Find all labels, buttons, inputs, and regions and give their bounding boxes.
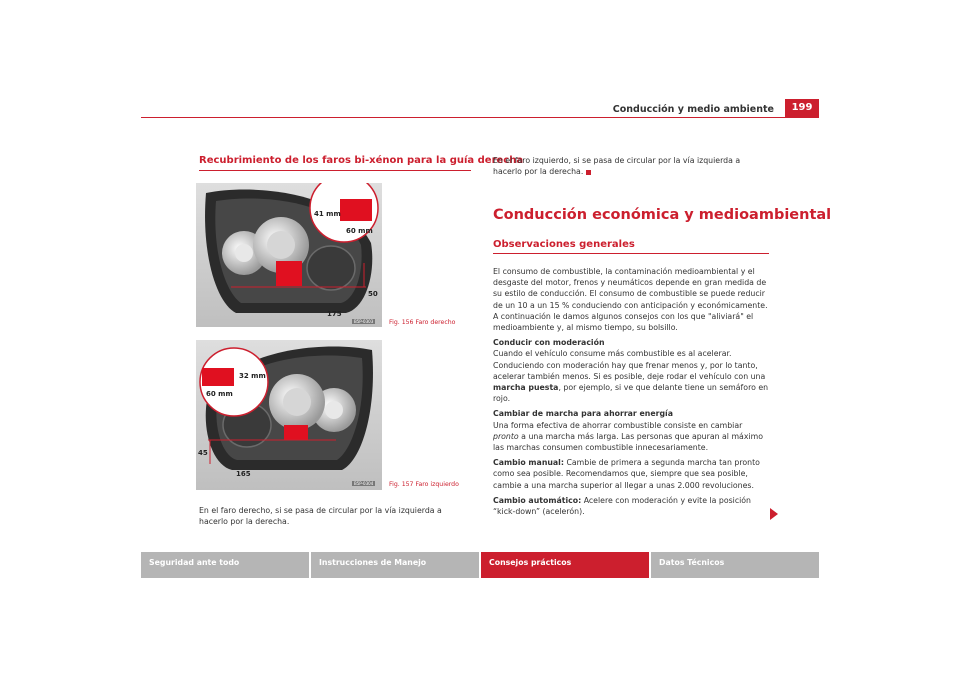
section-heading-xenon: Recubrimiento de los faros bi-xénon para la guía derecha bbox=[199, 155, 524, 166]
paragraph-automatic-gearbox bbox=[493, 495, 769, 517]
running-header-title: Conducción y medio ambiente bbox=[612, 104, 774, 115]
dimension-label: 175 bbox=[327, 310, 342, 318]
paragraph-right-headlight bbox=[199, 505, 471, 527]
text-run-bold: marcha puesta bbox=[493, 383, 559, 393]
subtopic-title: Cambiar de marcha para ahorrar energía bbox=[493, 409, 673, 419]
subsection-heading: Observaciones generales bbox=[493, 239, 635, 250]
label-manual: Cambio manual: bbox=[493, 458, 564, 468]
dimension-label: 45 bbox=[198, 449, 208, 457]
figure-left-headlight bbox=[196, 340, 382, 490]
continue-arrow-icon[interactable] bbox=[770, 508, 778, 520]
dimension-label: 32 mm bbox=[239, 372, 266, 380]
dimension-label: 60 mm bbox=[346, 227, 373, 235]
body-text bbox=[493, 266, 769, 521]
label-automatic: Cambio automático: bbox=[493, 495, 582, 505]
dimension-label: 41 mm bbox=[314, 210, 341, 218]
text-run: a una marcha más larga. Las personas que apuran al máximo las marchas consumen combustible innecesariamente. bbox=[493, 431, 763, 453]
paragraph-text: En el faro izquierdo, si se pasa de circular por la vía izquierda a hacerlo por la derecha. bbox=[493, 156, 741, 177]
paragraph-consumption: El consumo de combustible, la contaminación medioambiental y el desgaste del motor, frenos y neumáticos depende en gran medida de su estilo de conducción. El consumo de combustible se puede reducir de un 10 a un 15 % conduciendo con anticipación y económicamente. A continuación le damos algunos consejos con los que "aliviará" el medioambiente y, al mismo tiempo, su bolsillo. bbox=[493, 267, 768, 333]
figure-code: B5P-0304 bbox=[354, 481, 374, 486]
headlight-left-illustration bbox=[196, 340, 382, 490]
footer-tab-datos[interactable]: Datos Técnicos bbox=[651, 552, 819, 578]
dimension-label: 165 bbox=[236, 470, 251, 478]
text-run: Cuando el vehículo consume más combustible es al acelerar. Conduciendo con moderación hay que frenar menos y, por lo tanto, acelerar también menos. Si es posible, deje rodar el vehículo con una bbox=[493, 349, 766, 381]
figure-right-headlight bbox=[196, 183, 382, 327]
subsection-heading-rule bbox=[493, 253, 769, 254]
header-rule bbox=[141, 117, 819, 118]
dimension-label: 50 bbox=[368, 290, 378, 298]
text-run-italic: pronto bbox=[493, 431, 519, 441]
figure-caption-157: Fig. 157 Faro izquierdo bbox=[389, 481, 459, 488]
footer-tab-consejos[interactable]: Consejos prácticos bbox=[481, 552, 649, 578]
paragraph-moderation bbox=[493, 337, 769, 404]
figure-code: B5P-0303 bbox=[354, 319, 374, 324]
end-of-section-marker bbox=[586, 170, 591, 175]
paragraph-manual-gearbox bbox=[493, 457, 769, 491]
text-run: Acelere con moderación y evite la posición “kick-down” (acelerón). bbox=[493, 495, 752, 517]
section-heading-rule bbox=[199, 170, 471, 171]
dimension-label: 60 mm bbox=[206, 390, 233, 398]
text-run: Una forma efectiva de ahorrar combustible consiste en cambiar bbox=[493, 420, 743, 430]
chapter-heading: Conducción económica y medioambiental bbox=[493, 207, 832, 223]
subtopic-title: Conducir con moderación bbox=[493, 338, 605, 348]
text-run: Cambie de primera a segunda marcha tan pronto como sea posible. Recomendamos que, siempre que sea posible, cambie a una marcha superior al llegar a unas 2.000 revoluciones. bbox=[493, 458, 760, 490]
paragraph-left-headlight bbox=[493, 155, 769, 177]
footer-tab-seguridad[interactable]: Seguridad ante todo bbox=[141, 552, 309, 578]
paragraph-text: En el faro derecho, si se pasa de circular por la vía izquierda a hacerlo por la derecha. bbox=[199, 506, 442, 527]
footer-tab-instrucciones[interactable]: Instrucciones de Manejo bbox=[311, 552, 479, 578]
text-run: , por ejemplo, si ve que delante tiene un semáforo en rojo. bbox=[493, 383, 769, 404]
page-number: 199 bbox=[785, 99, 819, 117]
figure-caption-156: Fig. 156 Faro derecho bbox=[389, 319, 456, 326]
paragraph-gear-change bbox=[493, 408, 769, 453]
headlight-right-illustration bbox=[196, 183, 382, 327]
